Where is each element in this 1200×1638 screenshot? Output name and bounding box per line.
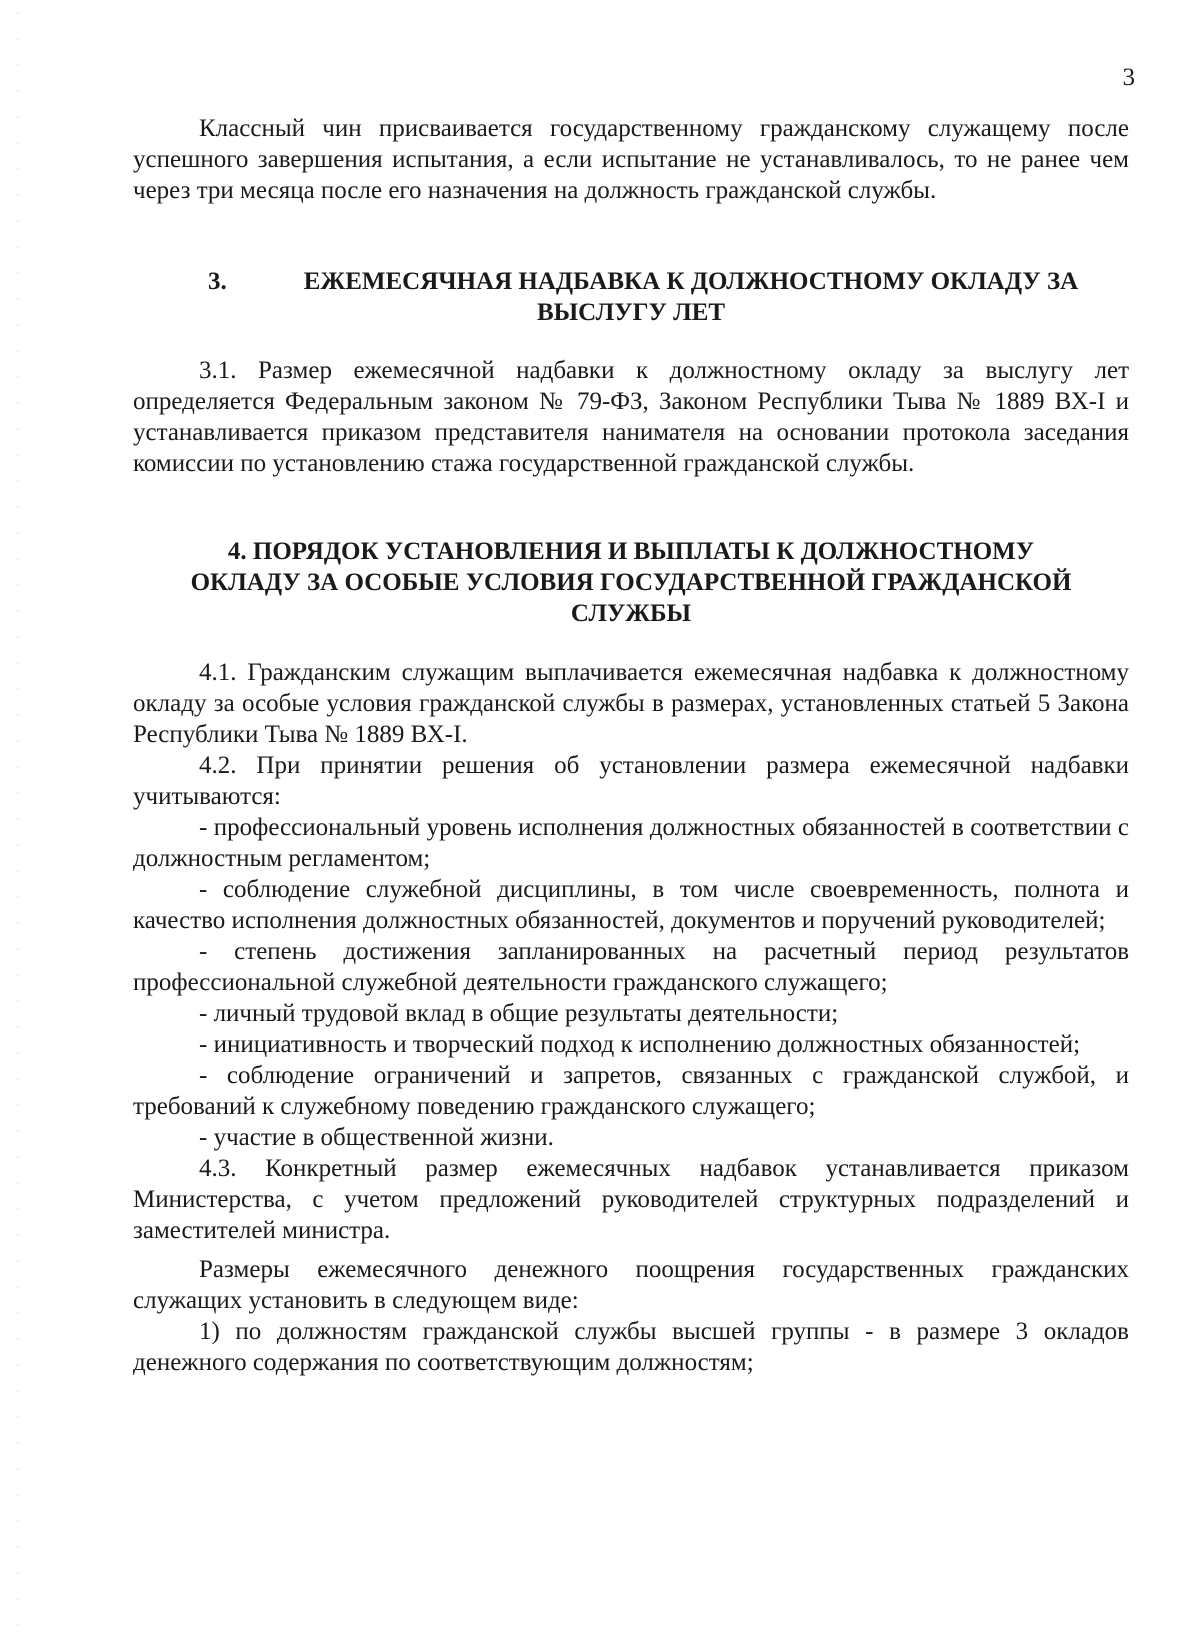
criteria-item: - соблюдение служебной дисциплины, в том числе своевременность, полнота и качество исполнения должностных обязанностей, документов и поручений руководителей; — [133, 876, 1129, 934]
criteria-item: - инициативность и творческий подход к исполнению должностных обязанностей; — [199, 1031, 1081, 1058]
scan-edge-artifact — [16, 0, 20, 1638]
criteria-item: - участие в общественной жизни. — [199, 1124, 554, 1151]
criteria-item: - профессиональный уровень исполнения должностных обязанностей в соответствии с должностным регламентом; — [133, 814, 1129, 872]
section-4-paragraph-3: 4.3. Конкретный размер ежемесячных надбавок устанавливается приказом Министерства, с учетом предложений руководителей структурных подразделений и заместителей министра. — [133, 1155, 1129, 1244]
section-4-heading — [133, 536, 1129, 629]
section-4-paragraph-5: 1) по должностям гражданской службы высшей группы - в размере 3 окладов денежного содержания по соответствующим должностям; — [133, 1318, 1129, 1376]
criteria-item: - соблюдение ограничений и запретов, связанных с гражданской службой, и требований к служебному поведению гражданского служащего; — [133, 1062, 1129, 1120]
section-4-body — [133, 657, 1129, 1378]
section-3-paragraph-1: 3.1. Размер ежемесячной надбавки к должностному окладу за выслугу лет определяется Федеральным законом № 79-ФЗ, Законом Республики Тыва № 1889 ВХ-I и устанавливается приказом представителя нанимателя на основании протокола заседания комиссии по установлению стажа государственной гражданской службы. — [133, 357, 1129, 477]
intro-paragraph-block — [133, 113, 1129, 206]
section-4-title-line-3: СЛУЖБЫ — [570, 600, 692, 627]
section-4-title-line-1: 4. ПОРЯДОК УСТАНОВЛЕНИЯ И ВЫПЛАТЫ К ДОЛЖНОСТНОМУ — [227, 538, 1035, 565]
criteria-item: - степень достижения запланированных на расчетный период результатов профессиональной служебной деятельности гражданского служащего; — [133, 938, 1129, 996]
section-4-paragraph-1: 4.1. Гражданским служащим выплачивается ежемесячная надбавка к должностному окладу за особые условия гражданской службы в размерах, установленных статьей 5 Закона Республики Тыва № 1889 ВХ-I. — [133, 659, 1129, 748]
section-3-body — [133, 355, 1129, 479]
section-4-paragraph-4: Размеры ежемесячного денежного поощрения государственных гражданских служащих установить в следующем виде: — [133, 1256, 1129, 1314]
criteria-item: - личный трудовой вклад в общие результаты деятельности; — [199, 1000, 839, 1027]
section-3-number: 3. — [208, 268, 227, 295]
section-3-title-line-2: ВЫСЛУГУ ЛЕТ — [536, 299, 726, 326]
section-3-heading — [133, 266, 1129, 328]
section-4-paragraph-2: 4.2. При принятии решения об установлении размера ежемесячной надбавки учитываются: — [133, 752, 1129, 810]
section-3-title-row — [133, 266, 1129, 297]
section-4-title-line-2: ОКЛАДУ ЗА ОСОБЫЕ УСЛОВИЯ ГОСУДАРСТВЕННОЙ ГРАЖДАНСКОЙ — [190, 569, 1072, 596]
section-3-title-line-1: ЕЖЕМЕСЯЧНАЯ НАДБАВКА К ДОЛЖНОСТНОМУ ОКЛАДУ ЗА — [303, 268, 1079, 295]
intro-paragraph: Классный чин присваивается государственному гражданскому служащему после успешного завершения испытания, а если испытание не устанавливалось, то не ранее чем через три месяца после его назначения на должность гражданской службы. — [133, 115, 1129, 204]
page-number: 3 — [1122, 64, 1135, 91]
